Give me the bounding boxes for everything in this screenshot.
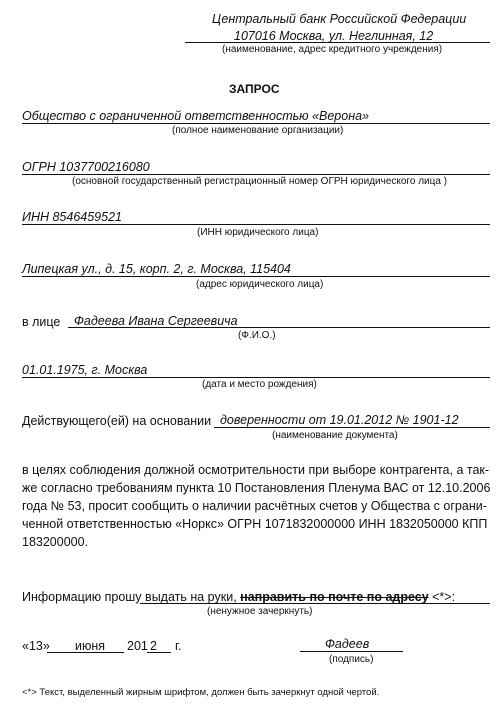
representative-caption: (Ф.И.О.) [238, 330, 276, 341]
delivery-line [22, 590, 455, 604]
date-day: «13» [22, 639, 50, 653]
bank-name: Центральный банк Российской Федерации [212, 12, 467, 26]
birth-caption: (дата и место рождения) [202, 379, 317, 390]
ogrn-value: ОГРН 1037700216080 [22, 160, 150, 174]
date-month: июня [75, 639, 106, 653]
delivery-option-mail: направить по почте по адресу [240, 590, 429, 604]
basis-value: доверенности от 19.01.2012 № 1901-12 [220, 413, 459, 427]
basis-prefix: Действующего(ей) на основании [22, 414, 212, 428]
delivery-underline [140, 603, 490, 604]
representative-underline [68, 327, 490, 328]
representative-value: Фадеева Ивана Сергеевича [74, 314, 238, 328]
inn-value: ИНН 8546459521 [22, 210, 122, 224]
signature-value: Фадеев [325, 637, 370, 651]
date-year-suffix: г. [175, 639, 182, 653]
address-caption: (адрес юридического лица) [196, 279, 324, 290]
inn-underline [22, 224, 490, 225]
body-line-2: же согласно требованиям пункта 10 Постановления Пленума ВАС от 12.10.2006 [22, 481, 491, 495]
body-line-4: ченной ответственностью «Норкс» ОГРН 1071832000000 ИНН 1832050000 КПП [22, 517, 488, 531]
delivery-caption: (ненужное зачеркнуть) [207, 606, 313, 617]
ogrn-caption: (основной государственный регистрационный номер ОГРН юридического лица ) [72, 176, 448, 187]
bank-address: 107016 Москва, ул. Неглинная, 12 [234, 29, 434, 43]
signature-caption: (подпись) [329, 654, 374, 665]
birth-underline [22, 377, 490, 378]
org-name-caption: (полное наименование организации) [172, 125, 344, 136]
body-line-5: 183200000. [22, 535, 89, 549]
delivery-option-hand: выдать на руки [145, 590, 234, 604]
delivery-suffix: <*>: [428, 590, 456, 604]
date-year-digit: 2 [150, 639, 157, 653]
page-title: ЗАПРОС [229, 82, 280, 96]
body-line-3: года № 53, просит сообщить о наличии расчётных счетов у Общества с ограни- [22, 499, 487, 513]
basis-caption: (наименование документа) [272, 430, 398, 441]
birth-value: 01.01.1975, г. Москва [22, 363, 148, 377]
footnote: <*> Текст, выделенный жирным шрифтом, должен быть зачеркнут одной чертой. [22, 687, 380, 698]
address-underline [22, 276, 490, 277]
bank-address-underline [185, 42, 490, 43]
delivery-prefix: Информацию прошу [22, 590, 146, 604]
address-value: Липецкая ул., д. 15, корп. 2, г. Москва, 115404 [22, 262, 291, 276]
bank-caption: (наименование, адрес кредитного учреждения) [222, 44, 443, 55]
inn-caption: (ИНН юридического лица) [197, 227, 319, 238]
delivery-separator: , [233, 590, 241, 604]
date-year-underline [147, 652, 171, 653]
signature-underline [300, 651, 403, 652]
org-name-underline [22, 123, 490, 124]
representative-prefix: в лице [22, 315, 61, 329]
ogrn-underline [22, 174, 490, 175]
body-line-1: в целях соблюдения должной осмотрительности при выборе контрагента, а так- [22, 463, 490, 477]
date-year-prefix: 201 [127, 639, 148, 653]
org-name-value: Общество с ограниченной ответственностью «Верона» [22, 109, 369, 123]
basis-underline [214, 427, 490, 428]
